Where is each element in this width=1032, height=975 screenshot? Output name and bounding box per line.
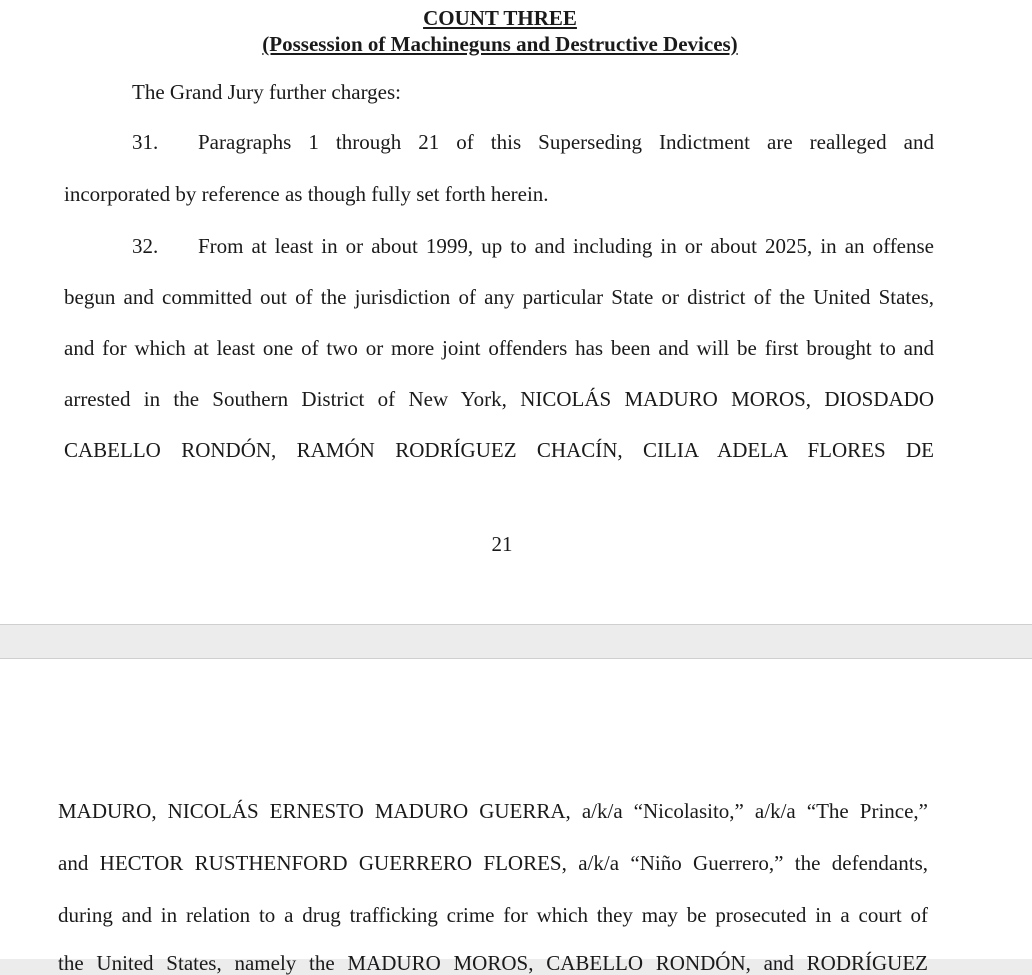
count-heading: COUNT THREE	[423, 6, 577, 30]
paragraph-32-line-1	[132, 234, 934, 258]
paragraph-32-line-4: arrested in the Southern District of New York, NICOLÁS MADURO MOROS, DIOSDADO	[64, 387, 934, 411]
paragraph-32-line-5: CABELLO RONDÓN, RAMÓN RODRÍGUEZ CHACÍN, CILIA ADELA FLORES DE	[64, 438, 934, 462]
count-subheading: (Possession of Machineguns and Destructive Devices)	[262, 32, 738, 56]
paragraph-31-number: 31.	[132, 130, 159, 154]
page-two-line-4-partial: the United States, namely the MADURO MOROS, CABELLO RONDÓN, and RODRÍGUEZ	[58, 951, 928, 975]
page-number: 21	[491, 532, 513, 556]
page-two-line-2: and HECTOR RUSTHENFORD GUERRERO FLORES, a/k/a “Niño Guerrero,” the defendants,	[58, 851, 928, 875]
paragraph-31-line-2: incorporated by reference as though fully set forth herein.	[64, 182, 549, 206]
paragraph-32-number: 32.	[132, 234, 159, 258]
page-two-line-1: MADURO, NICOLÁS ERNESTO MADURO GUERRA, a/k/a “Nicolasito,” a/k/a “The Prince,”	[58, 799, 928, 823]
paragraph-32-line-3: and for which at least one of two or more joint offenders has been and will be first brought to and	[64, 336, 934, 360]
paragraph-32-line-2: begun and committed out of the jurisdiction of any particular State or district of the United States,	[64, 285, 934, 309]
page-two-line-3: during and in relation to a drug trafficking crime for which they may be prosecuted in a court of	[58, 903, 928, 927]
page-separator	[0, 625, 1032, 658]
document-page-22	[0, 658, 1032, 975]
paragraph-31-line-1	[132, 130, 934, 154]
paragraph-31-text: Paragraphs 1 through 21 of this Superseding Indictment are realleged and	[198, 130, 934, 154]
paragraph-32-text: From at least in or about 1999, up to and including in or about 2025, in an offense	[198, 234, 934, 258]
intro-text: The Grand Jury further charges:	[132, 80, 402, 104]
